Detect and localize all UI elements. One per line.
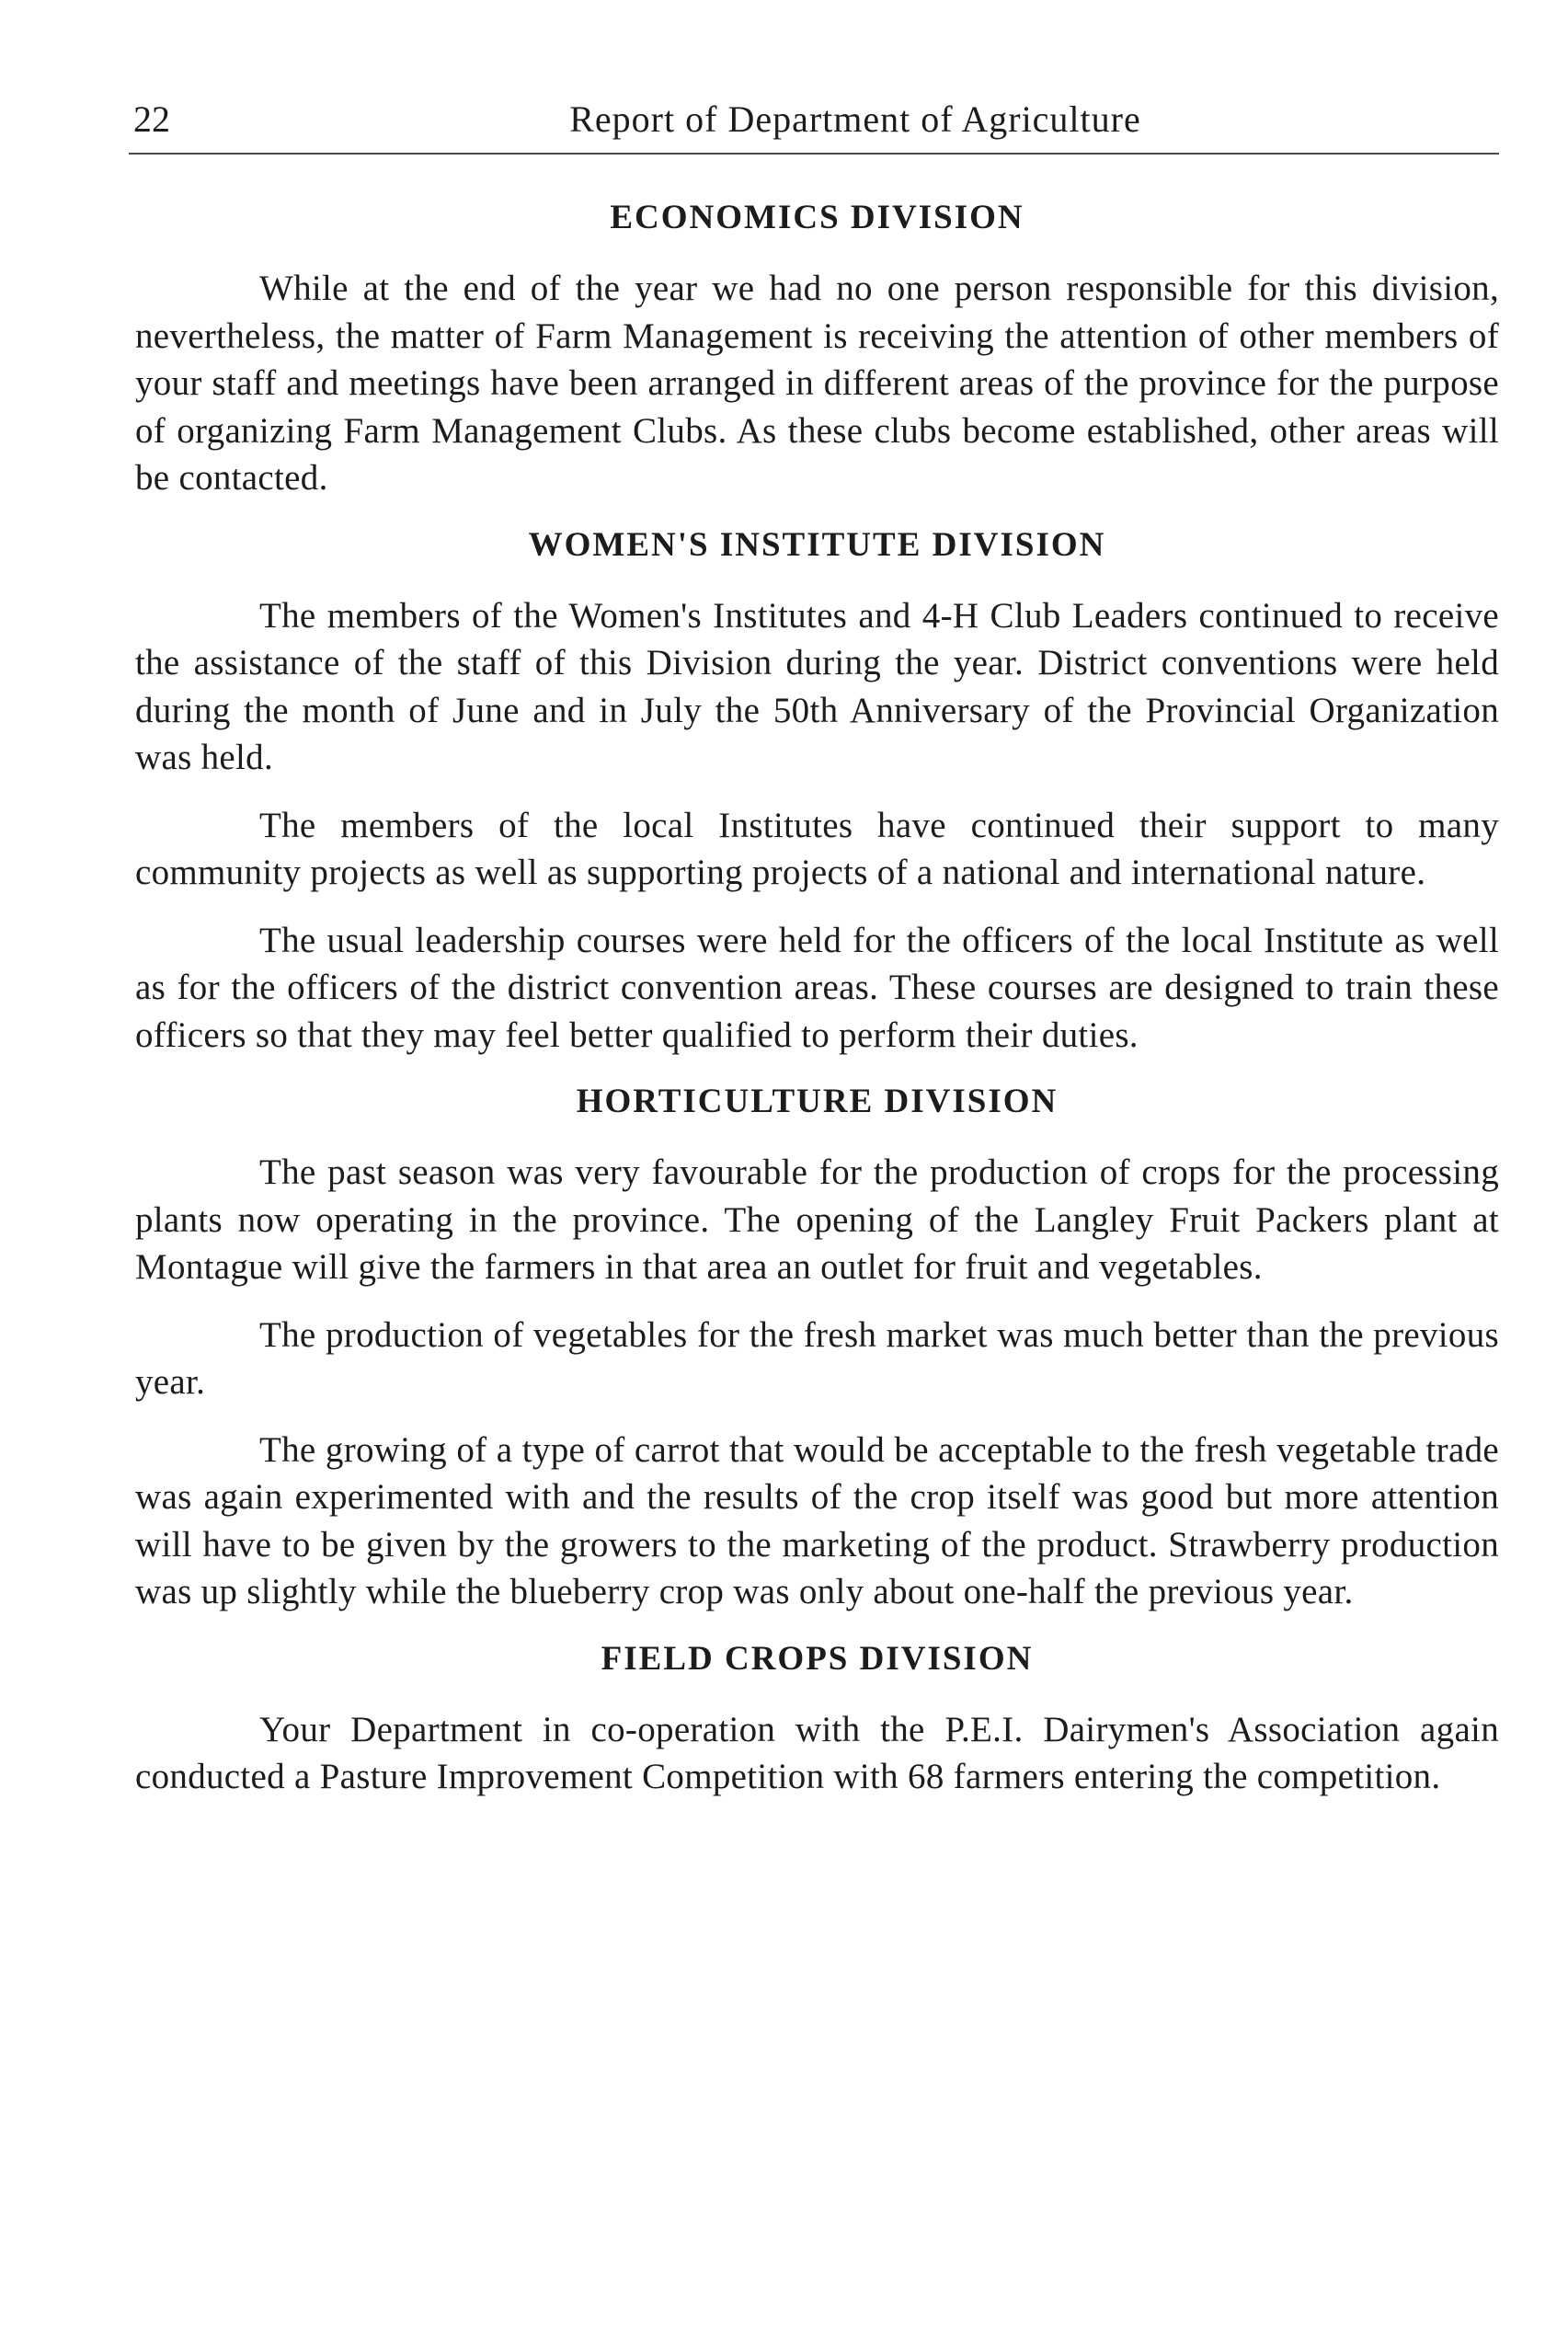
paragraph: The past season was very favourable for the production of crops for the processing plants now operating in the province. The opening of the Langley Fruit Packers plant at Montague will give the farmers in that area an outlet for fruit and vegetables. bbox=[135, 1152, 1499, 1287]
paragraph: Your Department in co-operation with the P.E.I. Dairymen's Association again conducted a Pasture Improvement Competition with 68 farmers entering the competition. bbox=[135, 1709, 1499, 1796]
paragraph: The usual leadership courses were held for the officers of the local Institute as well as for the officers of the district convention areas. These courses are designed to train these officers so that they may feel better qualified to perform their duties. bbox=[135, 920, 1499, 1055]
section-economics bbox=[135, 195, 1499, 502]
paragraph: The members of the local Institutes have continued their support to many community projects as well as supporting projects of a national and international nature. bbox=[135, 805, 1499, 892]
running-title: Report of Department of Agriculture bbox=[569, 98, 1141, 140]
section-horticulture bbox=[135, 1079, 1499, 1616]
running-header bbox=[129, 92, 1499, 147]
paragraph: The production of vegetables for the fresh market was much better than the previous year. bbox=[135, 1314, 1499, 1402]
section-field-crops bbox=[135, 1636, 1499, 1801]
page-number: 22 bbox=[133, 98, 170, 140]
section-heading: HORTICULTURE DIVISION bbox=[576, 1083, 1059, 1120]
section-heading: FIELD CROPS DIVISION bbox=[601, 1639, 1034, 1678]
paragraph: While at the end of the year we had no one person responsible for this division, nevertheless, the matter of Farm Management is receiving the attention of other members of your staff and meetings have been arranged in different areas of the province for the purpose of organizing Farm Management Clubs. As these clubs become established, other areas will be contacted. bbox=[135, 269, 1499, 498]
document-body bbox=[135, 180, 1499, 1821]
paragraph: The growing of a type of carrot that would be acceptable to the fresh vegetable trade was again experimented with and the results of the crop itself was good but more attention will have to be given by the growers to the marketing of the product. Strawberry production was up slightly while the blueberry crop was only about one-half the previous year. bbox=[135, 1429, 1499, 1611]
section-heading: WOMEN'S INSTITUTE DIVISION bbox=[528, 525, 1106, 564]
paragraph: The members of the Women's Institutes and 4-H Club Leaders continued to receive the assistance of the staff of this Division during the year. District conventions were held during the month of June and in July the 50th Anniversary of the Provincial Organization was held. bbox=[135, 595, 1499, 777]
header-rule bbox=[129, 153, 1499, 155]
section-heading: ECONOMICS DIVISION bbox=[610, 199, 1024, 236]
section-womens-institute bbox=[135, 522, 1499, 1060]
